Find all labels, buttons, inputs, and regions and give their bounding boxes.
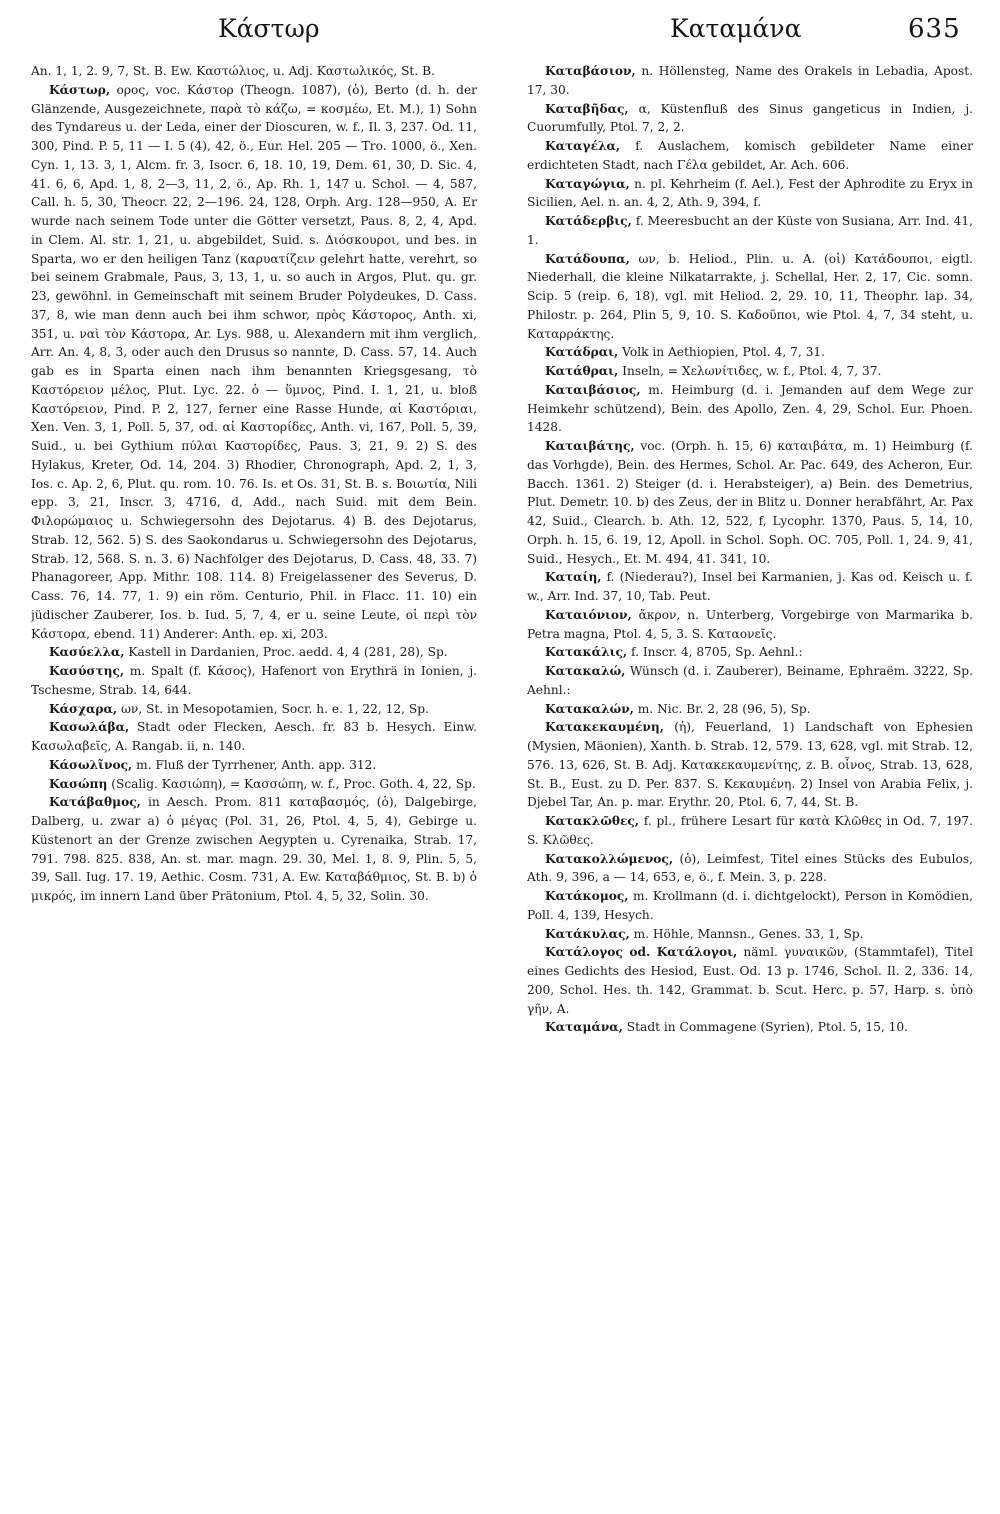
entry-text: ων, St. in Mesopotamien, Socr. h. e. 1, 22, 12, Sp. — [117, 701, 429, 716]
entry-text: Stadt oder Flecken, Aesch. fr. 83 b. Hesych. Einw. Κασωλαβεῖς, A. Rangab. ii, n. 140. — [31, 720, 477, 753]
entry-headword: Κάσχαρα, — [49, 701, 118, 716]
dictionary-entry — [527, 175, 973, 213]
running-head-left: Κάστωρ — [218, 14, 320, 43]
entry-text: (ἡ), Feuerland, 1) Landschaft von Ephesien (Mysien, Mäonien), Xanth. b. Strab. 12, 579. 13, 628, vgl. mit Strab. 12, 576. 13, 626, St. B. Adj. Κατακεκαυμενίτης, z. B. οἶνος, Strab. 13, 628, St. B., Eust. zu D. Per. 837. S. Κεκαυμένη. 2) Insel von Arabia Felix, j. Djebel Tar, An. p. mar. Erythr. 20, Ptol. 6, 7, 44, St. B. — [527, 720, 973, 810]
entry-text: m. Heimburg (d. i. Jemanden auf dem Wege zur Heimkehr schützend), Bein. des Apollo, Zen. 4, 29, Schol. Eur. Phoen. 1428. — [527, 382, 973, 435]
entry-headword: Κασώπη — [49, 776, 108, 791]
entry-text: n. pl. Kehrheim (f. Ael.), Fest der Aphrodite zu Eryx in Sicilien, Ael. n. an. 4, 2, Ath. 9, 394, f. — [527, 176, 973, 210]
entry-headword: Κατακολλώμενος, — [545, 851, 674, 866]
entry-headword: Κάσωλῖνος, — [49, 757, 133, 772]
entry-text: ορος, voc. Κάστορ (Theogn. 1087), (ὁ), Berto (d. h. der Glänzende, Ausgezeichnete, παρὰ τὸ κάζω, = κοσμέω, Et. M.), 1) Sohn des Tyndareus u. der Leda, einer der Dioscuren, w. f., Il. 3, 237. Od. 11, 300, Pind. P. 5, 11 — I. 5 (4), 42, ö., Eur. Hel. 205 — Tro. 1000, ö., Xen. Cyn. 1, 13. 3, 1, Alcm. fr. 3, Isocr. 6, 18. 10, 19, Dem. 61, 30, D. Sic. 4, 41. 6, 6, Apd. 1, 8, 2—3, 11, 2, ö., Ap. Rh. 1, 147 u. Schol. — 4, 587, Call. h. 5, 30, Theocr. 22, 2—196. 24, 128, Orph. Arg. 128—950, A. Er wurde nach seinem Tode unter die Götter versetzt, Paus. 8, 2, 4, Apd. in Clem. Al. str. 1, 21, u. abgebildet, Suid. s. Διόσκουροι, und bes. in Sparta, wo er den heiligen Tanz (καρυατίζειν gelehrt hatte, verehrt, so bei seinem Grabmale, Paus, 3, 13, 1, u. so auch in Argos, Plut. qu. gr. 23, gewöhnl. in Gemeinschaft mit seinem Bruder Polydeukes, D. Cass. 37, 8, wie man denn auch bei ihm schwor, πρὸς Κάστορος, Anth. xi, 351, u. ναὶ τὸν Κάστορα, Ar. Lys. 988, u. Alexandern mit ihm verglich, Arr. An. 4, 8, 3, oder auch den Drusus so nannte, D. Cass. 57, 14. Auch gab es in Sparta einen nach ihm benannten Kriegsgesang, τὸ Καστόρειον μέλος, Plut. Lyc. 22. ὁ — ὕμνος, Pind. I. 1, 21, u. bloß Καστόρειον, Pind. P. 2, 127, ferner eine Rasse Hunde, αἱ Καστόριαι, Xen. Ven. 3, 1, Poll. 5, 37, od. αἱ Καστορίδες, Anth. vi, 167, Poll. 5, 39, Suid., u. bei Gythium πύλαι Καστορίδες, Paus. 3, 21, 9. 2) S. des Hylakus, Kreter, Od. 14, 204. 3) Rhodier, Chronograph, Apd. 2, 1, 3, Ios. c. Ap. 2, 6, Plut. qu. rom. 10. 76. Is. et Os. 31, St. B. s. Βοιωτία, Nili epp. 3, 21, Inscr. 3, 4716, d, Add., nach Suid. mit dem Bein. Φιλορώμαιος u. Schwiegersohn des Dejotarus. 4) B. des Dejotarus, Strab. 12, 562. 5) S. des Saokondarus u. Schwiegersohn des Dejotarus, Strab. 12, 568. S. n. 3. 6) Nachfolger des Dejotarus, D. Cass. 48, 33. 7) Phanagoreer, App. Mithr. 108. 114. 8) Freigelassener des Severus, D. Cass. 76, 14. 77, 1. 9) ein röm. Centurio, Phil. in Flacc. 11. 10) ein jüdischer Zauberer, Ios. b. Iud. 5, 7, 4, er u. seine Leute, οἱ περὶ τὸν Κάστορα, ebend. 11) Anderer: Anth. ep. xi, 203. — [31, 82, 477, 641]
dictionary-entry — [527, 1018, 973, 1037]
entry-text: voc. (Orph. h. 15, 6) καταιβάτα, m. 1) Heimburg (f. das Vorhgde), Bein. des Hermes, Schol. Ar. Pac. 649, des Acheron, Eur. Bacch. 1361. 2) Steiger (d. i. Herabsteiger), a) Bein. des Demetrius, Plut. Demetr. 10. b) des Zeus, der in Blitz u. Donner herabfährt, Ar. Pax 42, Suid., Clearch. b. Ath. 12, 522, f, Lycophr. 1370, Paus. 5, 14, 10, Orph. h. 15, 6. 19, 12, Apoll. in Schol. Soph. OC. 705, Poll. 1, 24. 9, 41, Suid., Hesych., Et. M. 494, 41. 341, 10. — [527, 439, 973, 566]
dictionary-entry — [31, 718, 477, 756]
entry-headword: Κατάδερβις, — [545, 214, 632, 228]
dictionary-entry — [527, 437, 973, 568]
entry-text: m. Nic. Br. 2, 28 (96, 5), Sp. — [633, 701, 811, 716]
entry-headword: Κασωλάβα, — [49, 720, 130, 735]
dictionary-entry — [527, 662, 973, 700]
entry-text: ων, b. Heliod., Plin. u. A. (οἱ) Κατάδουποι, eigtl. Niederhall, die kleine Nilkatarrakte, j. Schellal, Her. 2, 17, Cic. somn. Scip. 5 (reip. 6, 18), vgl. mit Heliod. 2, 29. 10, 11, Theophr. lap. 34, Philostr. p. 264, Plin 5, 9, 10. S. Καδοῦποι, wie Ptol. 4, 7, 34 steht, u. Καταρράκτης. — [527, 251, 973, 341]
dictionary-entry — [527, 250, 973, 344]
entry-headword: Κασύστης, — [49, 664, 125, 678]
entry-text: m. Spalt (f. Κάσος), Hafenort von Erythrä in Ionien, j. Tschesme, Strab. 14, 644. — [31, 664, 477, 697]
dictionary-entry — [527, 700, 973, 719]
entry-headword: Καταιόνιον, — [545, 607, 632, 622]
entry-text: Wünsch (d. i. Zauberer), Beiname, Ephraëm. 3222, Sp. Aehnl.: — [527, 664, 973, 697]
entry-headword: Κατάλογος od. Κατάλογοι, — [545, 945, 738, 960]
entry-text: Inseln, = Χελωνίτιδες, w. f., Ptol. 4, 7, 37. — [618, 364, 882, 378]
dictionary-entry — [527, 887, 973, 925]
entry-headword: Κατακεκαυμένη, — [545, 720, 664, 735]
dictionary-entry — [527, 812, 973, 850]
dictionary-entry — [31, 81, 477, 644]
entry-headword: Κατακλῶθες, — [545, 814, 640, 828]
entry-text: Stadt in Commagene (Syrien), Ptol. 5, 15, 10. — [622, 1020, 909, 1035]
entry-headword: Καταβάσιον, — [545, 64, 636, 78]
dictionary-entry — [31, 643, 477, 662]
entry-headword: Καταιβάσιος, — [545, 382, 641, 397]
entry-text: Kastell in Dardanien, Proc. aedd. 4, 4 (281, 28), Sp. — [124, 645, 448, 660]
entry-text: An. 1, 1, 2. 9, 7, St. B. Ew. Καστώλιος, u. Adj. Καστωλικός, St. B. — [31, 64, 435, 78]
page-number: 635 — [908, 14, 961, 44]
right-column — [527, 62, 973, 1502]
dictionary-entry — [31, 700, 477, 719]
dictionary-entry — [527, 137, 973, 175]
entry-text: α, Küstenfluß des Sinus gangeticus in Indien, j. Cuorumfully, Ptol. 7, 2, 2. — [527, 101, 973, 135]
entry-headword: Καταγώγια, — [545, 176, 630, 191]
dictionary-entry — [527, 100, 973, 138]
entry-headword: Κατάθραι, — [545, 364, 619, 378]
dictionary-entry — [527, 850, 973, 888]
entry-text: (Scalig. Κασιώπη), = Κασσώπη, w. f., Proc. Goth. 4, 22, Sp. — [107, 776, 476, 791]
entry-text: näml. γυναικῶν, (Stammtafel), Titel eines Gedichts des Hesiod, Eust. Od. 13 p. 1746, Schol. Il. 2, 336. 14, 200, Schol. Hes. th. 142, Grammat. b. Scut. Herc. p. 57, Harp. s. ὑπὸ γῆν, A. — [527, 945, 973, 1016]
dictionary-entry — [527, 606, 973, 644]
entry-text: f. Inscr. 4, 8705, Sp. Aehnl.: — [627, 645, 803, 660]
entry-headword: Καταίη, — [545, 570, 602, 585]
entry-headword: Καταβῆδας, — [545, 101, 629, 116]
entry-headword: Κατάδουπα, — [545, 251, 630, 266]
dictionary-entry — [527, 568, 973, 606]
entry-headword: Κατακαλώ, — [545, 664, 626, 678]
entry-headword: Καταμάνα, — [545, 1020, 623, 1035]
dictionary-entry — [527, 381, 973, 437]
entry-text: Volk in Aethiopien, Ptol. 4, 7, 31. — [618, 345, 825, 360]
dictionary-entry — [527, 362, 973, 381]
entry-text: f. Auslachem, komisch gebildeter Name einer erdichteten Stadt, nach Γέλα gebildet, Ar. Ach. 606. — [527, 139, 973, 172]
entry-headword: Καταιβάτης, — [545, 439, 635, 453]
entry-text: in Aesch. Prom. 811 καταβασμός, (ὁ), Dalgebirge, Dalberg, u. zwar a) ὁ μέγας (Pol. 31, 26, Ptol. 4, 5, 4), Gebirge u. Küstenort an der Grenze zwischen Aegypten u. Cyrenaika, Strab. 17, 791. 798. 825. 838, An. st. mar. magn. 29. 30, Mel. 1, 8. 9, Plin. 5, 5, 39, Sall. Iug. 17. 19, Aethic. Cosm. 731, A. Ew. Καταβάθμιος, St. B. b) ὁ μικρός, im innern Land über Prätonium, Ptol. 4, 5, 32, Solin. 30. — [31, 795, 477, 903]
dictionary-entry — [31, 775, 477, 794]
dictionary-entry — [527, 718, 973, 812]
entry-text: m. Fluß der Tyrrhener, Anth. app. 312. — [132, 757, 377, 772]
entry-headword: Κάστωρ, — [49, 82, 111, 97]
dictionary-entry — [527, 212, 973, 250]
dictionary-entry — [527, 62, 973, 100]
dictionary-entry — [527, 643, 973, 662]
entry-headword: Κατακαλών, — [545, 701, 634, 716]
entry-text: f. (Niederau?), Insel bei Karmanien, j. Kas od. Keisch u. f. w., Arr. Ind. 37, 10, Tab. Peut. — [527, 570, 973, 603]
entry-headword: Κατάκομος, — [545, 889, 629, 903]
entry-headword: Κασύελλα, — [49, 645, 125, 660]
running-head-right: Καταμάνα — [670, 14, 802, 43]
entry-headword: Κατακάλις, — [545, 645, 628, 660]
entry-headword: Καταγέλα, — [545, 139, 621, 153]
dictionary-entry — [31, 793, 477, 906]
dictionary-entry — [527, 343, 973, 362]
entry-text: n. Höllensteg, Name des Orakels in Lebadia, Apost. 17, 30. — [527, 64, 973, 97]
dictionary-entry — [31, 62, 477, 81]
entry-headword: Κατάβαθμος, — [49, 795, 141, 810]
entry-text: (ὁ), Leimfest, Titel eines Stücks des Eubulos, Ath. 9, 396, a — 14, 653, e, ö., f. Mein. 3, p. 228. — [527, 851, 973, 885]
entry-headword: Κατάδραι, — [545, 345, 619, 360]
dictionary-entry — [31, 756, 477, 775]
entry-text: ἄκρον, n. Unterberg, Vorgebirge von Marmarika b. Petra magna, Ptol. 4, 5, 3. S. Καταονεῖς. — [527, 607, 973, 641]
entry-headword: Κατάκυλας, — [545, 926, 630, 941]
dictionary-entry — [527, 943, 973, 1018]
entry-text: m. Krollmann (d. i. dichtgelockt), Person in Komödien, Poll. 4, 139, Hesych. — [527, 889, 973, 922]
entry-text: f. pl., frühere Lesart für κατὰ Κλῶθες in Od. 7, 197. S. Κλῶθες. — [527, 814, 973, 847]
dictionary-entry — [527, 925, 973, 944]
entry-text: m. Höhle, Mannsn., Genes. 33, 1, Sp. — [629, 926, 864, 941]
entry-text: f. Meeresbucht an der Küste von Susiana, Arr. Ind. 41, 1. — [527, 214, 973, 247]
dictionary-entry — [31, 662, 477, 700]
left-column — [31, 62, 477, 1502]
